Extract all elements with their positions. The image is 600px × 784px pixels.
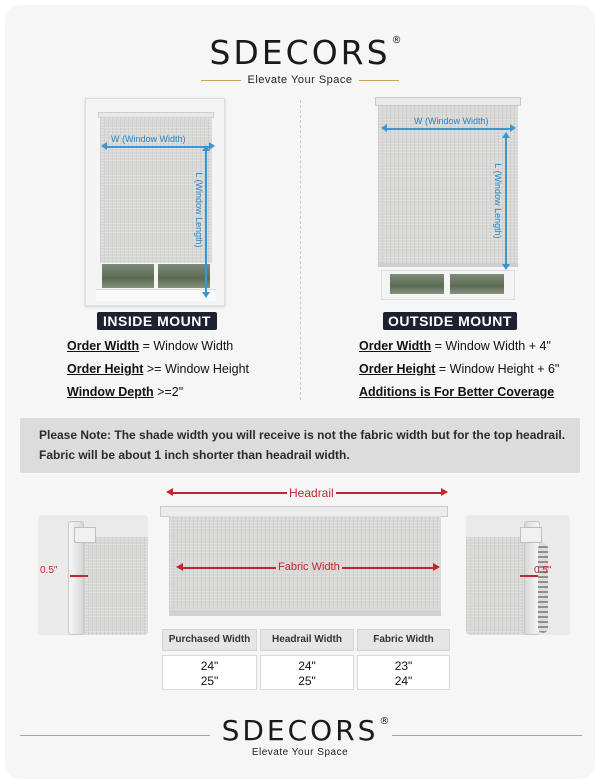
outside-pane-right bbox=[450, 274, 504, 294]
arrow-head-down bbox=[502, 264, 510, 270]
headrail-label: Headrail bbox=[289, 486, 334, 500]
window-pane-left bbox=[102, 264, 154, 288]
arrow-head-left bbox=[176, 563, 183, 571]
registered-mark: ® bbox=[391, 35, 405, 46]
brand-name: SDECORS ® bbox=[209, 33, 405, 72]
arrow-head-right bbox=[441, 488, 448, 496]
column-divider bbox=[300, 100, 301, 400]
header-headrail-width: Headrail Width bbox=[260, 629, 354, 651]
detail-fabric bbox=[80, 537, 148, 635]
outside-spec-coverage: Additions is For Better Coverage bbox=[359, 385, 555, 399]
outside-length-arrow bbox=[505, 137, 507, 265]
cell-fabric-width: 23" 24" bbox=[357, 655, 450, 690]
outside-spec-width: Order Width = Window Width + 4" bbox=[359, 339, 551, 353]
outside-spec-height: Order Height = Window Height + 6" bbox=[359, 362, 560, 376]
cell-purchased-width: 24" 25" bbox=[162, 655, 257, 690]
arrow-head-down bbox=[202, 292, 210, 298]
inside-length-arrow bbox=[205, 150, 207, 293]
inside-window-sill bbox=[96, 289, 216, 301]
bottom-logo bbox=[0, 714, 600, 758]
arrow-head-right bbox=[510, 124, 516, 132]
gold-line-right bbox=[359, 80, 399, 81]
right-gap-label: 0.5" bbox=[534, 565, 552, 576]
arrow-head-up bbox=[202, 145, 210, 151]
note-line-1: Please Note: The shade width you will receive is not the fabric width but for the top headrail. bbox=[39, 428, 566, 442]
registered-mark: ® bbox=[379, 716, 393, 727]
gold-line-left bbox=[201, 80, 241, 81]
outside-bottom-bar bbox=[378, 263, 518, 267]
inside-width-label: W (Window Width) bbox=[111, 134, 186, 144]
outside-width-label: W (Window Width) bbox=[414, 116, 489, 126]
note-line-2: Fabric will be about 1 inch shorter than headrail width. bbox=[39, 448, 350, 462]
left-gap-line bbox=[70, 575, 88, 577]
inside-spec-height: Order Height >= Window Height bbox=[67, 362, 250, 376]
outside-length-label: L (Window Length) bbox=[493, 163, 503, 239]
brand-tagline: Elevate Your Space bbox=[251, 747, 349, 758]
outside-mount-title: OUTSIDE MOUNT bbox=[383, 312, 517, 330]
fabric-width-label: Fabric Width bbox=[278, 561, 340, 573]
bracket bbox=[74, 527, 96, 543]
inside-length-label: L (Window Length) bbox=[194, 172, 204, 248]
inside-headrail bbox=[98, 112, 214, 118]
window-pane-right bbox=[158, 264, 210, 288]
top-logo bbox=[0, 33, 600, 86]
inside-width-arrow bbox=[106, 146, 210, 148]
right-bracket-detail bbox=[466, 515, 570, 635]
brand-name: SDECORS ® bbox=[221, 714, 393, 747]
header-fabric-width: Fabric Width bbox=[357, 629, 450, 651]
arrow-head-left bbox=[166, 488, 173, 496]
arrow-head-left bbox=[101, 142, 107, 150]
cell-headrail-width: 24" 25" bbox=[260, 655, 354, 690]
note-box bbox=[20, 418, 580, 473]
inside-spec-width: Order Width = Window Width bbox=[67, 339, 234, 353]
inside-window-frame bbox=[85, 98, 225, 306]
bead-chain bbox=[538, 543, 548, 633]
arrow-head-left bbox=[381, 124, 387, 132]
left-gap-label: 0.5" bbox=[40, 565, 58, 576]
arrow-head-right bbox=[433, 563, 440, 571]
brand-tagline: Elevate Your Space bbox=[247, 74, 353, 86]
arrow-head-up bbox=[502, 132, 510, 138]
outside-window-lower bbox=[381, 270, 515, 300]
inside-mount-title: INSIDE MOUNT bbox=[97, 312, 217, 330]
outside-pane-left bbox=[390, 274, 444, 294]
header-purchased-width: Purchased Width bbox=[162, 629, 257, 651]
inside-spec-depth: Window Depth >=2" bbox=[67, 385, 184, 399]
outside-width-arrow bbox=[386, 128, 511, 130]
diagram-bottom-bar bbox=[169, 610, 441, 616]
outside-headrail bbox=[375, 97, 521, 106]
bracket bbox=[520, 527, 542, 543]
detail-fabric bbox=[466, 537, 528, 635]
